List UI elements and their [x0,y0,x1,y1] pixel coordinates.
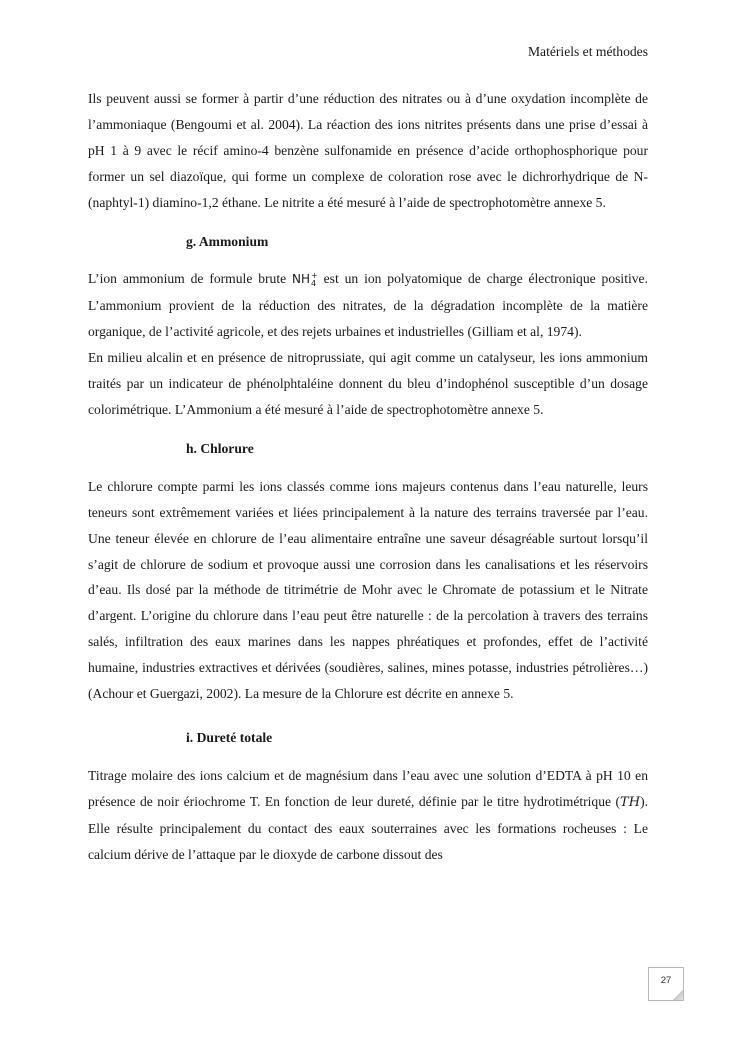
page-number: 27 [660,975,672,986]
paragraph-nitrite: Ils peuvent aussi se former à partir d’une réduction des nitrates ou à d’une oxydation incomplète de l’ammoniaque (Bengoumi et al. 2004). La réaction des ions nitrites présents dans une prise d’essai à pH 1 à 9 avec le récif amino-4 benzène sulfonamide en présence d’acide orthophosphorique pour former un sel diazoïque, qui forme un complexe de coloration rose avec le dichrorhydrique de N-(naphtyl-1) diamino-1,2 éthane. Le nitrite a été mesuré à l’aide de spectrophotomètre annexe 5. [88,91,648,210]
page-number-box [648,967,684,1001]
running-header: Matériels et méthodes [527,44,648,59]
heading-chlorure: h. Chlorure [186,440,254,456]
formula-charge: + [311,270,318,280]
paragraph-ammonium-2: En milieu alcalin et en présence de nitroprussiate, qui agit comme un catalyseur, les ions ammonium traités par un indicateur de phénolphtaléine donnent du bleu d’indophénol susceptible d’un dosage colorimétrique. L’Ammonium a été mesuré à l’aide de spectrophotomètre annexe 5. [88,350,648,417]
document-body [88,86,648,867]
page-curl-icon [673,990,683,1000]
formula-subscript: 4 [311,278,317,288]
durete-text-start: Titrage molaire des ions calcium et de magnésium dans l’eau avec une solution d’EDTA à pH 10 en présence de noir ériochrome T. En fonction de leur dureté, définie par le titre hydrotimétrique ( [88,767,648,809]
ammonium-text-start: L’ion ammonium de formule brute [88,271,293,287]
ammonium-formula [292,267,318,293]
heading-durete-totale: i. Dureté totale [186,729,273,745]
paragraph-chlorure: Le chlorure compte parmi les ions classés comme ions majeurs contenus dans l’eau naturelle, leurs teneurs sont extrêmement variées et liées principalement à la nature des terrains traversée par l’eau. Une teneur élevée en chlorure de l’eau alimentaire entraîne une saveur désagréable surtout lorsqu’il s’agit de chlorure de sodium et provoque aussi une corrosion dans les canalisations et les réservoirs d’eau. Ils dosé par la méthode de titrimétrie de Mohr avec le Chromate de potassium et le Nitrate d’argent. L’origine du chlorure dans l’eau peut être naturelle : de la percolation à travers des terrains salés, infiltration des eaux marines dans les nappes phréatiques et profondes, effet de l’activité humaine, industries extractives et dérivées (soudières, salines, mines potasse, industries pétrolières…) (Achour et Guergazi, 2002). La mesure de la Chlorure est décrite en annexe 5. [88,478,648,702]
formula-base: NH [292,272,311,287]
durete-text-end: ). Elle résulte principalement du contact des eaux souterraines avec les formations rocheuses : Le calcium dérive de l’attaque par le dioxyde de carbone dissout des [88,793,648,862]
ammonium-text-end: est un ion polyatomique de charge électronique positive. L’ammonium provient de la réduction des nitrates, de la dégradation incomplète de la matière organique, de l’activité agricole, et des rejets urbaines et industrielles (Gilliam et al, 1974). [88,271,648,340]
math-th: TH [620,794,641,810]
heading-ammonium: g. Ammonium [186,233,269,249]
paragraph-ammonium-1 [88,266,648,345]
paragraph-durete [88,763,648,868]
formula-scripts [311,272,318,288]
